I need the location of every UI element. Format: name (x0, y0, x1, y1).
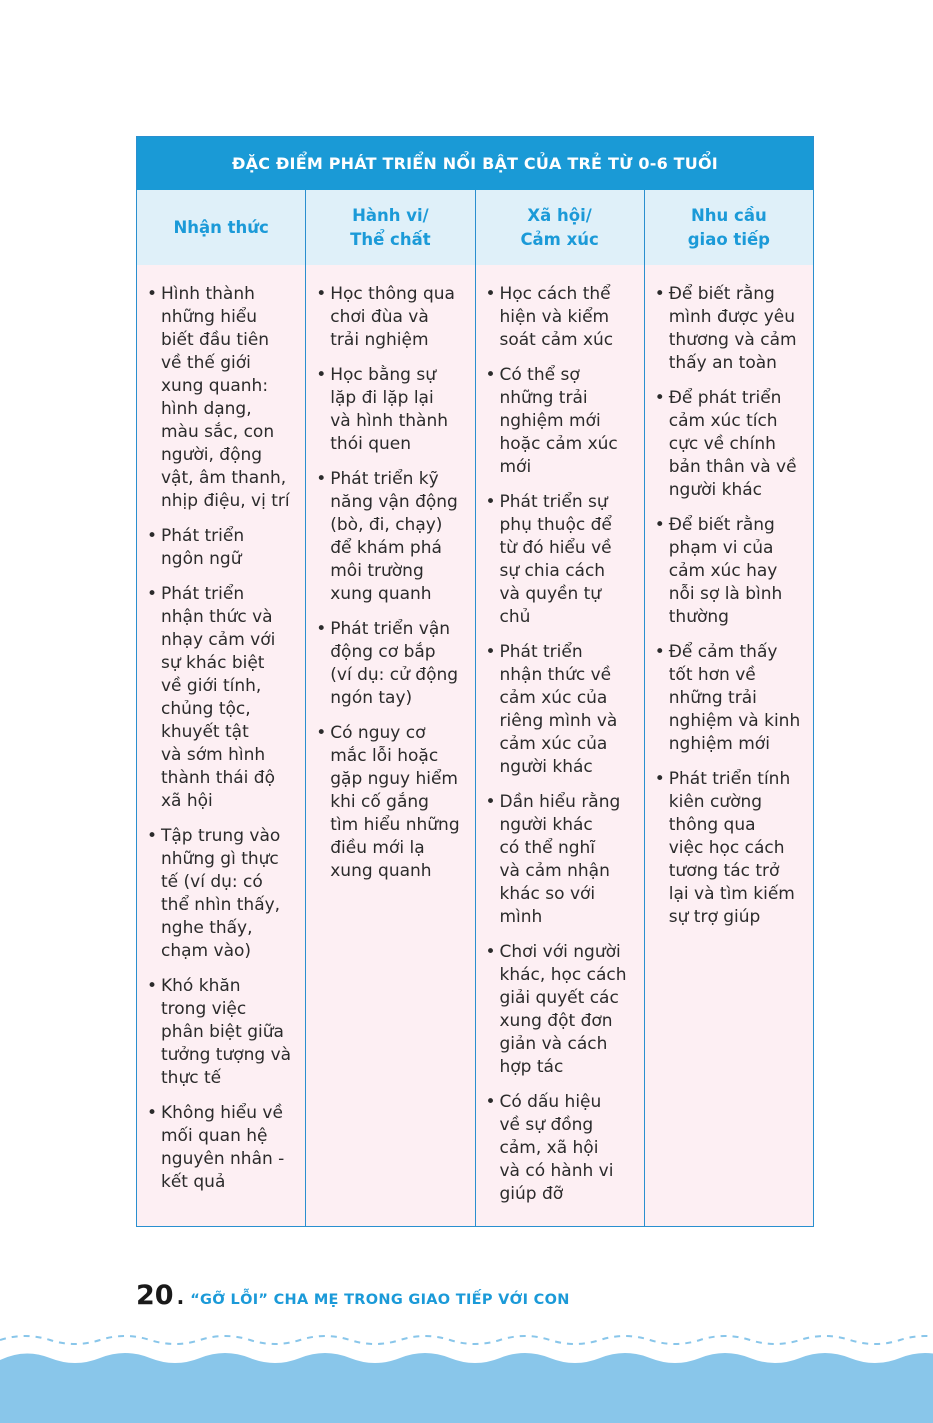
list-item: • Để biết rằng phạm vi của cảm xúc hay nỗi sợ là bình thường (655, 514, 811, 629)
column-communication-needs (644, 265, 813, 1226)
list-item: • Học thông qua chơi đùa và trải nghiệm (316, 283, 472, 352)
list-item: • Có thể sợ những trải nghiệm mới hoặc cảm xúc mới (486, 364, 642, 479)
list-item: • Chơi với người khác, học cách giải quyết các xung đột đơn giản và cách hợp tác (486, 941, 642, 1079)
list-item: • Để phát triển cảm xúc tích cực về chính bản thân và về người khác (655, 387, 811, 502)
list-item: • Không hiểu về mối quan hệ nguyên nhân - kết quả (147, 1102, 303, 1194)
header-communication-needs: Nhu cầu giao tiếp (644, 190, 813, 265)
header-social-emotional: Xã hội/ Cảm xúc (475, 190, 644, 265)
list-item: • Phát triển nhận thức và nhạy cảm với sự khác biệt về giới tính, chủng tộc, khuyết tật và sớm hình thành thái độ xã hội (147, 583, 303, 813)
wave-decoration (0, 1330, 933, 1423)
page-footer (136, 1280, 570, 1311)
list-item: • Hình thành những hiểu biết đầu tiên về thế giới xung quanh: hình dạng, màu sắc, con người, động vật, âm thanh, nhịp điệu, vị trí (147, 283, 303, 513)
list-item: • Tập trung vào những gì thực tế (ví dụ: có thể nhìn thấy, nghe thấy, chạm vào) (147, 825, 303, 963)
column-behavior-physical (305, 265, 474, 1226)
book-title: “GỠ LỖI” CHA MẸ TRONG GIAO TIẾP VỚI CON (190, 1292, 570, 1308)
list-item: • Dần hiểu rằng người khác có thể nghĩ và cảm nhận khác so với mình (486, 791, 642, 929)
list-item: • Để cảm thấy tốt hơn về những trải nghiệm và kinh nghiệm mới (655, 641, 811, 756)
column-social-emotional (475, 265, 644, 1226)
list-item: • Phát triển vận động cơ bắp (ví dụ: cử động ngón tay) (316, 618, 472, 710)
table-header-row (137, 190, 813, 266)
list-item: • Phát triển nhận thức về cảm xúc của riêng mình và cảm xúc của người khác (486, 641, 642, 779)
page-number: 20 (136, 1280, 174, 1311)
list-item: • Học bằng sự lặp đi lặp lại và hình thành thói quen (316, 364, 472, 456)
list-item: • Khó khăn trong việc phân biệt giữa tưởng tượng và thực tế (147, 975, 303, 1090)
header-cognition: Nhận thức (173, 217, 269, 237)
list-item: • Có dấu hiệu về sự đồng cảm, xã hội và có hành vi giúp đỡ (486, 1091, 642, 1206)
table-body-row (137, 265, 813, 1226)
list-item: • Học cách thể hiện và kiểm soát cảm xúc (486, 283, 642, 352)
list-item: • Có nguy cơ mắc lỗi hoặc gặp nguy hiểm khi cố gắng tìm hiểu những điều mới lạ xung quanh (316, 722, 472, 883)
list-item: • Phát triển kỹ năng vận động (bò, đi, chạy) để khám phá môi trường xung quanh (316, 468, 472, 606)
development-table (136, 136, 814, 1227)
footer-separator: . (176, 1285, 185, 1309)
column-cognition (137, 265, 305, 1226)
list-item: • Để biết rằng mình được yêu thương và cảm thấy an toàn (655, 283, 811, 375)
list-item: • Phát triển sự phụ thuộc để từ đó hiểu về sự chia cách và quyền tự chủ (486, 491, 642, 629)
list-item: • Phát triển ngôn ngữ (147, 525, 303, 571)
list-item: • Phát triển tính kiên cường thông qua việc học cách tương tác trở lại và tìm kiếm sự trợ giúp (655, 768, 811, 929)
header-behavior-physical: Hành vi/ Thể chất (305, 190, 474, 265)
table-title: ĐẶC ĐIỂM PHÁT TRIỂN NỔI BẬT CỦA TRẺ TỪ 0-6 TUỔI (137, 137, 813, 190)
